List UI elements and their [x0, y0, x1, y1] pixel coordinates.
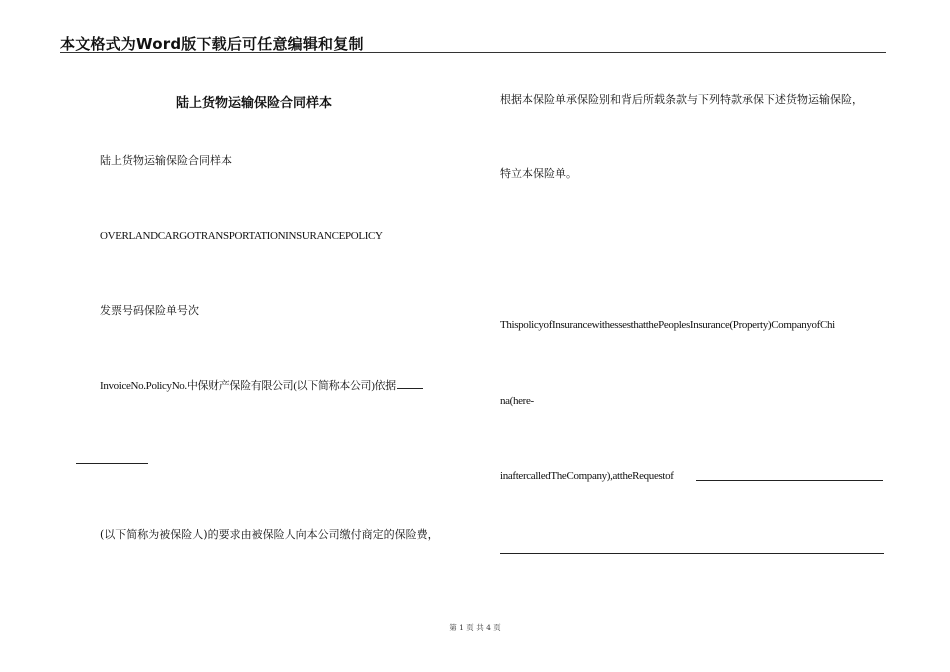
request-blank-line — [696, 480, 883, 481]
left-paragraph-4-text: InvoiceNo.PolicyNo.中保财产保险有限公司(以下简称本公司)依据 — [100, 380, 396, 392]
page-footer: 第 1 页 共 4 页 — [449, 623, 501, 632]
right-paragraph-2: 特立本保险单。 — [500, 167, 577, 180]
left-paragraph-5: (以下简称为被保险人)的要求由被保险人向本公司缴付商定的保险费， — [100, 528, 439, 541]
document-banner: 本文格式为Word版下载后可任意编辑和复制 — [60, 35, 364, 53]
fill-in-blank-line — [76, 463, 148, 464]
left-paragraph-1: 陆上货物运输保险合同样本 — [100, 154, 232, 167]
left-paragraph-4 — [100, 378, 423, 393]
full-blank-line — [500, 553, 884, 554]
left-paragraph-2: OVERLANDCARGOTRANSPORTATIONINSURANCEPOLICY — [100, 230, 383, 242]
right-paragraph-4: na(here- — [500, 395, 534, 407]
fill-in-blank — [397, 378, 423, 389]
right-paragraph-5: inaftercalledTheCompany),attheRequestof — [500, 470, 674, 482]
left-paragraph-3: 发票号码保险单号次 — [100, 304, 199, 317]
document-title: 陆上货物运输保险合同样本 — [176, 96, 333, 111]
header-rule — [60, 52, 886, 53]
right-paragraph-3: ThispolicyofInsurancewithessesthatthePeoplesInsurance(Property)CompanyofChi — [500, 319, 835, 331]
right-paragraph-1: 根据本保险单承保险别和背后所载条款与下列特款承保下述货物运输保险， — [500, 93, 863, 106]
